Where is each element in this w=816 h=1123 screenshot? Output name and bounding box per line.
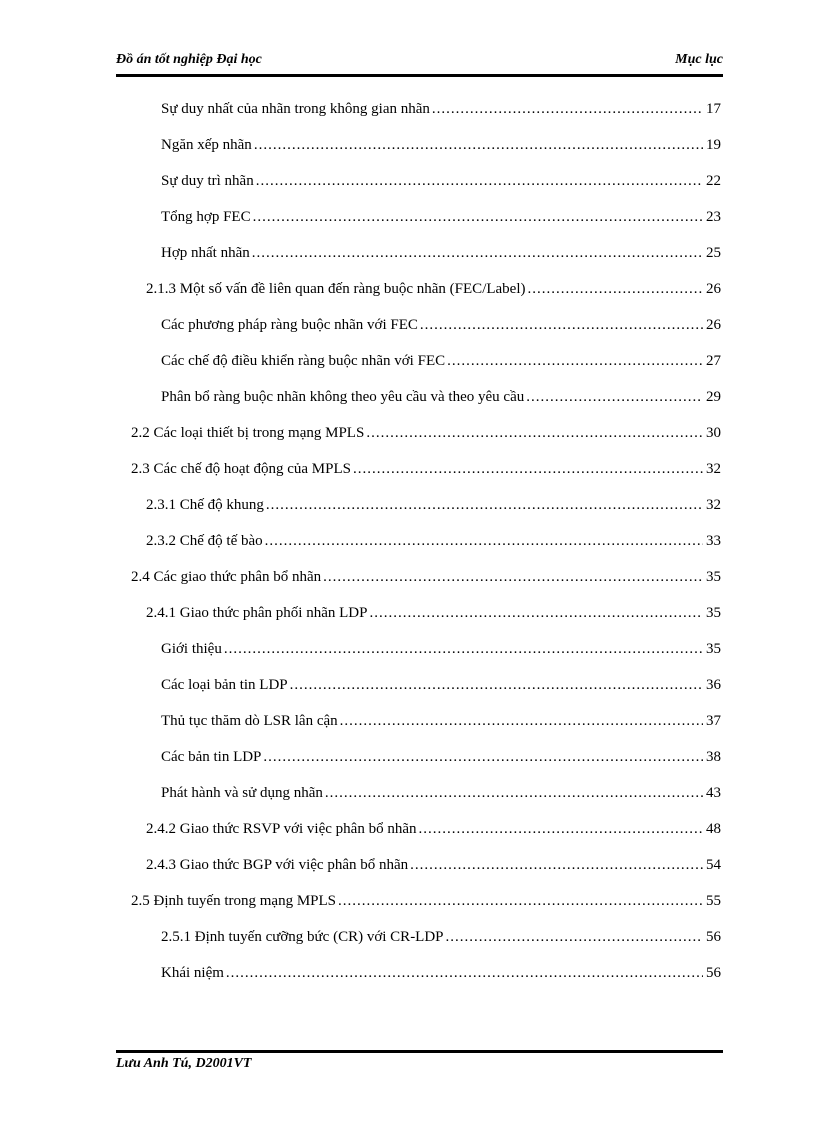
page-footer: Lưu Anh Tú, D2001VT: [116, 1056, 252, 1071]
toc-entry[interactable]: [161, 746, 721, 768]
toc-entry-page: 43: [706, 785, 721, 801]
toc-entry-title: Các loại bản tin LDP: [161, 677, 288, 693]
toc-leader: [446, 926, 703, 948]
toc-entry-title: 2.4.2 Giao thức RSVP với việc phân bổ nhãn: [146, 821, 417, 837]
toc-entry-page: 26: [706, 281, 721, 297]
toc-leader: [340, 710, 703, 732]
toc-leader: [447, 350, 703, 372]
toc-leader: [253, 206, 703, 228]
toc-leader: [226, 962, 703, 984]
toc-leader: [265, 530, 703, 552]
toc-leader: [418, 818, 703, 840]
toc-entry-page: 32: [706, 497, 721, 513]
toc-entry-title: 2.5 Định tuyến trong mạng MPLS: [131, 893, 336, 909]
toc-entry-title: Tổng hợp FEC: [161, 209, 251, 225]
footer-rule: [116, 1050, 723, 1053]
toc-entry-page: 22: [706, 173, 721, 189]
toc-entry[interactable]: [131, 458, 721, 480]
toc-entry-page: 54: [706, 857, 721, 873]
toc-entry-title: 2.3.1 Chế độ khung: [146, 497, 264, 513]
toc-entry-page: 27: [706, 353, 721, 369]
toc-entry-page: 36: [706, 677, 721, 693]
toc-entry[interactable]: [146, 602, 721, 624]
toc-entry-title: Sự duy nhất của nhãn trong không gian nhãn: [161, 101, 430, 117]
toc-entry-page: 35: [706, 641, 721, 657]
toc-leader: [266, 494, 703, 516]
toc-leader: [526, 386, 703, 408]
toc-entry[interactable]: [146, 278, 721, 300]
toc-entry-page: 55: [706, 893, 721, 909]
toc-entry[interactable]: [131, 890, 721, 912]
toc-entry[interactable]: [161, 710, 721, 732]
toc-leader: [410, 854, 703, 876]
toc-entry[interactable]: [131, 422, 721, 444]
toc-leader: [432, 98, 703, 120]
toc-entry[interactable]: [146, 494, 721, 516]
toc-entry-page: 35: [706, 605, 721, 621]
toc-leader: [263, 746, 703, 768]
toc-entry-page: 25: [706, 245, 721, 261]
toc-leader: [256, 170, 703, 192]
toc-leader: [353, 458, 703, 480]
toc-entry[interactable]: [161, 206, 721, 228]
toc-entry[interactable]: [161, 350, 721, 372]
toc-entry[interactable]: [161, 638, 721, 660]
toc-entry-title: Các chế độ điều khiển ràng buộc nhãn với FEC: [161, 353, 446, 369]
toc-entry-title: 2.4 Các giao thức phân bổ nhãn: [131, 569, 322, 585]
toc-entry-title: Phân bổ ràng buộc nhãn không theo yêu cầu và theo yêu cầu: [161, 389, 525, 405]
toc-entry-page: 48: [706, 821, 721, 837]
toc-entry-page: 26: [706, 317, 721, 333]
toc-leader: [323, 566, 703, 588]
toc-entry-page: 33: [706, 533, 721, 549]
toc-entry-title: 2.3.2 Chế độ tế bào: [146, 533, 263, 549]
header-section-title: Mục lục: [675, 52, 723, 67]
toc-leader: [252, 242, 703, 264]
toc-entry[interactable]: [161, 98, 721, 120]
toc-entry-title: Thủ tục thăm dò LSR lân cận: [161, 713, 338, 729]
toc-leader: [325, 782, 703, 804]
toc-leader: [254, 134, 703, 156]
toc-entry-title: 2.4.3 Giao thức BGP với việc phân bổ nhãn: [146, 857, 409, 873]
toc-leader: [369, 602, 703, 624]
toc-entry-page: 56: [706, 929, 721, 945]
toc-entry-title: Giới thiệu: [161, 641, 222, 657]
toc-entry[interactable]: [161, 134, 721, 156]
toc-entry-title: Sự duy trì nhãn: [161, 173, 254, 189]
toc-entry[interactable]: [161, 926, 721, 948]
toc-entry-title: 2.3 Các chế độ hoạt động của MPLS: [131, 461, 351, 477]
toc-entry-page: 37: [706, 713, 721, 729]
toc-entry-page: 17: [706, 101, 721, 117]
toc-entry-title: Phát hành và sử dụng nhãn: [161, 785, 323, 801]
toc-leader: [420, 314, 703, 336]
toc-leader: [224, 638, 703, 660]
header-document-title: Đồ án tốt nghiệp Đại học: [116, 52, 262, 67]
toc-entry[interactable]: [161, 314, 721, 336]
toc-entry-page: 30: [706, 425, 721, 441]
toc-entry-title: Các bản tin LDP: [161, 749, 262, 765]
toc-entry[interactable]: [161, 386, 721, 408]
toc-entry-page: 23: [706, 209, 721, 225]
toc-entry-title: 2.2 Các loại thiết bị trong mạng MPLS: [131, 425, 365, 441]
toc-leader: [290, 674, 703, 696]
toc-entry-title: 2.1.3 Một số vấn đề liên quan đến ràng buộc nhãn (FEC/Label): [146, 281, 526, 297]
toc-entry[interactable]: [161, 242, 721, 264]
toc-leader: [528, 278, 704, 300]
toc-entry[interactable]: [146, 854, 721, 876]
toc-entry-title: Khái niệm: [161, 965, 224, 981]
toc-entry[interactable]: [161, 962, 721, 984]
page-header: [116, 52, 723, 72]
toc-entry-page: 38: [706, 749, 721, 765]
toc-entry[interactable]: [146, 530, 721, 552]
toc-entry[interactable]: [161, 674, 721, 696]
toc-entry[interactable]: [161, 170, 721, 192]
toc-entry[interactable]: [161, 782, 721, 804]
toc-entry-page: 56: [706, 965, 721, 981]
header-rule: [116, 74, 723, 77]
toc-entry-title: Ngăn xếp nhãn: [161, 137, 252, 153]
toc-entry[interactable]: [131, 566, 721, 588]
toc-leader: [338, 890, 703, 912]
toc-entry-title: 2.4.1 Giao thức phân phối nhãn LDP: [146, 605, 368, 621]
toc-entry-page: 32: [706, 461, 721, 477]
toc-entry-page: 29: [706, 389, 721, 405]
toc-entry-page: 19: [706, 137, 721, 153]
toc-entry-title: Hợp nhất nhãn: [161, 245, 250, 261]
toc-entry-page: 35: [706, 569, 721, 585]
toc-leader: [366, 422, 703, 444]
toc-entry-title: 2.5.1 Định tuyến cưỡng bức (CR) với CR-LDP: [161, 929, 444, 945]
toc-entry-title: Các phương pháp ràng buộc nhãn với FEC: [161, 317, 418, 333]
toc-entry[interactable]: [146, 818, 721, 840]
